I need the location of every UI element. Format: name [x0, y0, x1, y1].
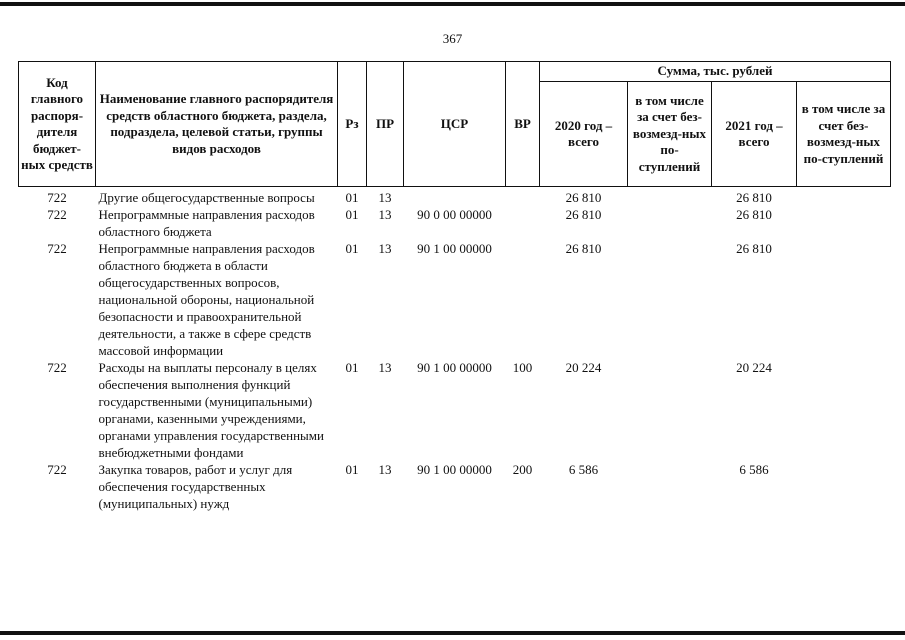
cell-rz: 01	[345, 207, 359, 222]
bottom-rule	[0, 631, 905, 635]
cell-code: 722	[47, 360, 67, 375]
cell-2020-free	[628, 187, 712, 207]
cell-2020-free	[628, 240, 712, 359]
cell-name: Закупка товаров, работ и услуг для обеспечения государственных (муниципальных) нужд	[98, 462, 293, 511]
cell-2020-total: 26 810	[565, 190, 602, 205]
cell-pr: 13	[378, 207, 392, 222]
cell-2020-total: 26 810	[565, 207, 602, 222]
header-2020-free: в том числе за счет без-возмезд-ных по-ступлений	[628, 82, 712, 187]
cell-rz: 01	[345, 241, 359, 256]
cell-vr	[506, 206, 540, 240]
table-row	[19, 240, 891, 359]
header-2021-free: в том числе за счет без-возмезд-ных по-ступлений	[797, 82, 891, 187]
cell-2021-free	[797, 187, 891, 207]
table-header	[19, 62, 891, 187]
cell-name: Расходы на выплаты персоналу в целях обеспечения выполнения функций государственными (муниципальными) органами, казенными учреждениями, органами управления государственными внебюджетными фондами	[98, 360, 324, 460]
page-number: 367	[442, 31, 463, 46]
header-2021-total: 2021 год – всего	[712, 82, 797, 187]
cell-csr	[404, 187, 506, 207]
cell-vr	[506, 187, 540, 207]
cell-pr: 13	[378, 241, 392, 256]
cell-2021-total: 20 224	[736, 360, 772, 375]
cell-vr	[506, 240, 540, 359]
cell-2020-total: 26 810	[565, 241, 602, 256]
header-2020-total: 2020 год – всего	[540, 82, 628, 187]
budget-table	[18, 61, 891, 512]
cell-2021-total: 26 810	[736, 207, 772, 222]
cell-name: Другие общегосударственные вопросы	[98, 190, 315, 205]
cell-2021-free	[797, 240, 891, 359]
cell-vr: 100	[512, 360, 533, 375]
header-name: Наименование главного распорядителя средств областного бюджета, раздела, подраздела, целевой статьи, группы видов расходов	[96, 62, 338, 187]
cell-csr: 90 0 00 00000	[417, 207, 492, 222]
cell-2020-free	[628, 461, 712, 512]
cell-rz: 01	[345, 462, 359, 477]
cell-csr: 90 1 00 00000	[417, 462, 492, 477]
cell-rz: 01	[345, 360, 359, 375]
table-row	[19, 187, 891, 207]
header-csr: ЦСР	[404, 62, 506, 187]
cell-code: 722	[47, 207, 67, 222]
header-vr: ВР	[506, 62, 540, 187]
cell-code: 722	[47, 241, 67, 256]
cell-code: 722	[47, 190, 67, 205]
header-pr: ПР	[367, 62, 404, 187]
header-rz: Рз	[338, 62, 367, 187]
cell-2021-free	[797, 461, 891, 512]
cell-pr: 13	[378, 190, 392, 205]
cell-pr: 13	[378, 462, 392, 477]
header-sum: Сумма, тыс. рублей	[540, 62, 891, 82]
cell-2021-total: 26 810	[736, 190, 772, 205]
table-row	[19, 206, 891, 240]
cell-csr: 90 1 00 00000	[417, 241, 492, 256]
table-body	[19, 187, 891, 513]
header-code: Код главного распоря-дителя бюджет-ных средств	[19, 62, 96, 187]
cell-pr: 13	[378, 360, 392, 375]
cell-2021-free	[797, 206, 891, 240]
cell-name: Непрограммные направления расходов областного бюджета	[98, 207, 315, 239]
cell-csr: 90 1 00 00000	[417, 360, 492, 375]
cell-2020-free	[628, 206, 712, 240]
cell-2021-free	[797, 359, 891, 461]
top-rule	[0, 2, 905, 6]
cell-name: Непрограммные направления расходов областного бюджета в области общегосударственных вопросов, национальной обороны, национальной безопасности и правоохранительной деятельности, а также в сфере средств массовой информации	[98, 241, 315, 358]
table-row	[19, 461, 891, 512]
cell-2021-total: 6 586	[739, 462, 769, 477]
table-row	[19, 359, 891, 461]
cell-code: 722	[47, 462, 67, 477]
cell-rz: 01	[345, 190, 359, 205]
cell-2021-total: 26 810	[736, 241, 772, 256]
cell-2020-total: 6 586	[568, 462, 599, 477]
cell-vr: 200	[512, 462, 533, 477]
cell-2020-free	[628, 359, 712, 461]
cell-2020-total: 20 224	[565, 360, 602, 375]
